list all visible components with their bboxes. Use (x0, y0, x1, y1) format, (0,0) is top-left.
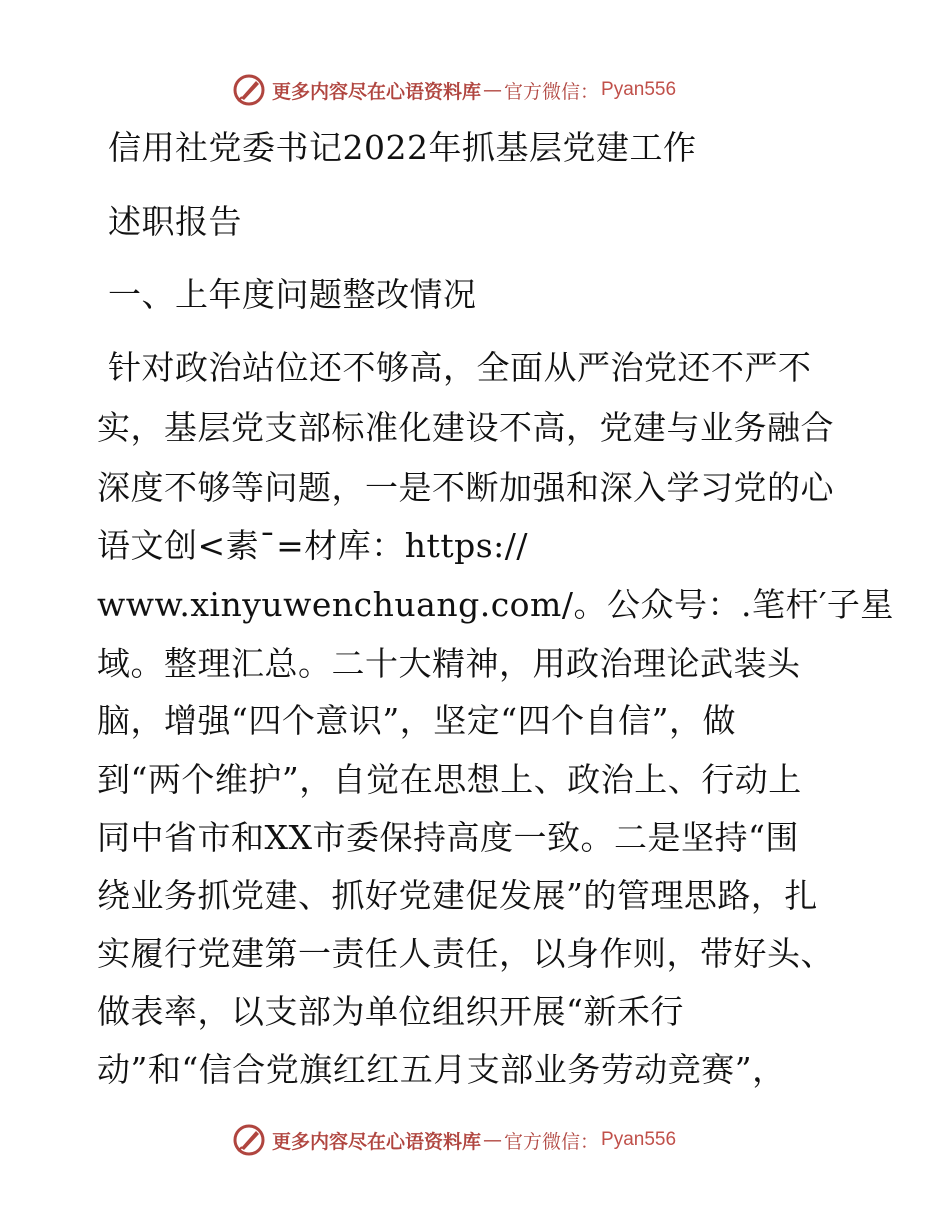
body-line: 绕业务抓党建、抓好党建促发展”的管理思路，扎 (97, 876, 818, 915)
document-title-line2: 述职报告 (108, 202, 242, 241)
body-line: 深度不够等问题，一是不断加强和深入学习党的心 (97, 468, 834, 507)
body-line: www.xinyuwenchuang.com/。公众号：.笔杆′子星 (97, 585, 894, 624)
body-line: 语文创<素¯=材库：https:// (97, 526, 528, 565)
body-line: 动”和“信合党旗红红五月支部业务劳动竞赛”， (97, 1050, 786, 1089)
body-line: 同中省市和XX市委保持高度一致。二是坚持“围 (97, 818, 799, 857)
header-banner (232, 70, 676, 110)
body-line: 域。整理汇总。二十大精神，用政治理论武装头 (97, 644, 801, 683)
section-heading: 一、上年度问题整改情况 (108, 275, 477, 314)
body-line: 脑，增强“四个意识”，坚定“四个自信”，做 (97, 701, 736, 740)
banner-main-text: 更多内容尽在心语资料库 (272, 1130, 482, 1153)
body-line: 实，基层党支部标准化建设不高，党建与业务融合 (97, 408, 834, 447)
banner-label: 官方微信： (504, 80, 600, 103)
quill-logo-icon (232, 73, 266, 107)
footer-banner (232, 1120, 676, 1160)
banner-wechat-id: Pyan556 (601, 1129, 677, 1150)
document-title-line1: 信用社党委书记2022年抓基层党建工作 (108, 128, 697, 167)
banner-main-text: 更多内容尽在心语资料库 (272, 80, 482, 103)
quill-logo-icon (232, 1123, 266, 1157)
body-line: 针对政治站位还不够高，全面从严治党还不严不 (108, 348, 812, 387)
banner-dash: — (483, 79, 503, 101)
body-line: 到“两个维护”，自觉在思想上、政治上、行动上 (97, 760, 802, 799)
banner-dash: — (483, 1129, 503, 1151)
body-line: 实履行党建第一责任人责任，以身作则，带好头、 (97, 934, 834, 973)
body-line: 做表率，以支部为单位组织开展“新禾行 (97, 992, 684, 1031)
banner-wechat-id: Pyan556 (601, 79, 677, 100)
banner-label: 官方微信： (504, 1130, 600, 1153)
